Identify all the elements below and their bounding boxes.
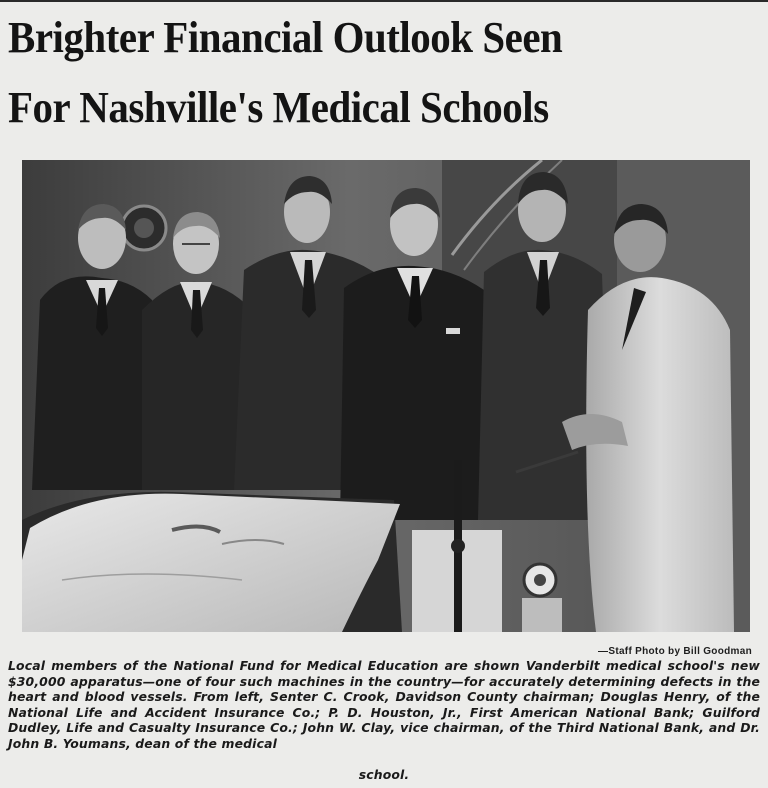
headline-line-2: For Nashville's Medical Schools bbox=[8, 83, 549, 132]
news-photo bbox=[22, 160, 750, 632]
photo-credit: —Staff Photo by Bill Goodman bbox=[598, 646, 752, 657]
photo-caption: Local members of the National Fund for Medical Education are shown Vanderbilt medical school's new $30,000 apparatus—one of four such machines in the country—for accurately determining defects in the heart and blood vessels. From left, Senter C. Crook, Davidson County chairman; Douglas Henry, of the National Life and Accident Insurance Co.; P. D. Houston, Jr., First American National Bank; Guilford Dudley, Life and Casualty Insurance Co.; John W. Clay, vice chairman, of the Third National Bank, and Dr. John B. Youmans, dean of the medical bbox=[8, 658, 760, 751]
headline-line-1: Brighter Financial Outlook Seen bbox=[8, 13, 563, 62]
top-rule bbox=[0, 0, 768, 2]
photo-caption-last-line: school. bbox=[358, 767, 410, 782]
news-photo-illustration bbox=[22, 160, 750, 632]
